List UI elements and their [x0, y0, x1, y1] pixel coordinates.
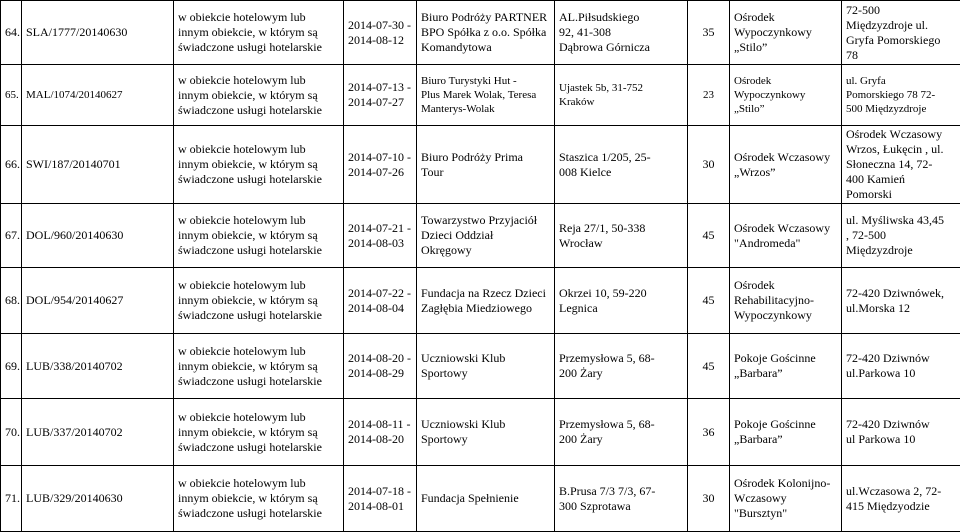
- facility-location-line: 72-420 Dziwnów: [846, 351, 956, 366]
- organizer-address-line: 200 Żary: [559, 432, 683, 447]
- accommodation-type-line: innym obiekcie, w którym są: [178, 425, 339, 440]
- date-range-line: 2014-08-01: [348, 499, 412, 514]
- facility-location-line: ul.Wczasowa 2, 72-: [846, 484, 956, 499]
- facility-name-line: „Stilo”: [734, 102, 837, 116]
- table-row: [1, 334, 960, 399]
- facility-name-line: "Bursztyn": [734, 506, 837, 521]
- participant-count-cell: 45: [688, 204, 730, 268]
- accommodation-type-line: w obiekcie hotelowym lub: [178, 278, 339, 293]
- date-range-line: 2014-08-03: [348, 236, 412, 251]
- organizer-line: Towarzystwo Przyjaciół: [421, 213, 550, 228]
- facility-name-line: Pokoje Gościnne: [734, 351, 837, 366]
- organizer-line: Biuro Podróży PARTNER: [421, 10, 550, 25]
- accommodation-type-cell: [174, 204, 344, 268]
- registration-id-cell: SWI/187/20140701: [22, 126, 174, 204]
- date-range-cell: [344, 126, 417, 204]
- date-range-line: 2014-07-30 -: [348, 18, 412, 33]
- facility-location-cell: [842, 65, 960, 126]
- accommodation-type-line: świadczone usługi hotelarskie: [178, 40, 339, 55]
- facility-name-line: Ośrodek Wczasowy: [734, 221, 837, 236]
- facility-location-line: Międzyzdroje ul.: [846, 18, 956, 33]
- table-row: [1, 204, 960, 268]
- participant-count-cell: 45: [688, 268, 730, 334]
- registration-id-cell: LUB/337/20140702: [22, 399, 174, 466]
- facility-location-line: 78: [846, 48, 956, 63]
- facility-name-line: Wypoczynkowy: [734, 88, 837, 102]
- facility-name-cell: [730, 65, 842, 126]
- date-range-line: 2014-07-26: [348, 165, 412, 180]
- facility-name-line: Wypoczynkowy: [734, 308, 837, 323]
- table-row: [1, 399, 960, 466]
- date-range-cell: [344, 1, 417, 65]
- row-number-cell: 65.: [1, 65, 22, 126]
- organizer-address-cell: [555, 204, 688, 268]
- row-number-cell: 71.: [1, 466, 22, 532]
- facility-name-cell: [730, 126, 842, 204]
- organizer-address-line: 92, 41-308: [559, 25, 683, 40]
- date-range-line: 2014-08-29: [348, 366, 412, 381]
- facility-location-line: ul.Morska 12: [846, 301, 956, 316]
- organizer-line: Okręgowy: [421, 243, 550, 258]
- accommodation-type-line: świadczone usługi hotelarskie: [178, 103, 339, 118]
- organizer-line: Uczniowski Klub: [421, 351, 550, 366]
- accommodation-type-line: w obiekcie hotelowym lub: [178, 213, 339, 228]
- facility-location-cell: [842, 334, 960, 399]
- row-number-cell: 69.: [1, 334, 22, 399]
- facility-name-line: „Barbara”: [734, 366, 837, 381]
- facility-name-cell: [730, 1, 842, 65]
- date-range-line: 2014-07-18 -: [348, 484, 412, 499]
- organizer-line: Sportowy: [421, 432, 550, 447]
- date-range-cell: [344, 204, 417, 268]
- facility-location-line: Międzyzdroje: [846, 243, 956, 258]
- organizer-address-line: 300 Szprotawa: [559, 499, 683, 514]
- accommodation-type-line: świadczone usługi hotelarskie: [178, 243, 339, 258]
- organizer-line: Manterys-Wolak: [421, 102, 550, 116]
- accommodation-type-line: innym obiekcie, w którym są: [178, 157, 339, 172]
- organizer-address-line: Wrocław: [559, 236, 683, 251]
- facility-location-cell: [842, 126, 960, 204]
- facility-location-cell: [842, 268, 960, 334]
- organizer-cell: [417, 399, 555, 466]
- facility-name-line: „Wrzos”: [734, 165, 837, 180]
- facility-location-line: ul Parkowa 10: [846, 432, 956, 447]
- accommodation-type-line: w obiekcie hotelowym lub: [178, 476, 339, 491]
- facility-name-cell: [730, 399, 842, 466]
- facility-location-line: 72-500: [846, 3, 956, 18]
- facility-name-cell: [730, 466, 842, 532]
- organizer-address-cell: [555, 466, 688, 532]
- table-row: [1, 466, 960, 532]
- facility-name-line: Ośrodek: [734, 278, 837, 293]
- participant-count-cell: 36: [688, 399, 730, 466]
- organizer-cell: [417, 65, 555, 126]
- registration-id-cell: DOL/960/20140630: [22, 204, 174, 268]
- date-range-line: 2014-08-12: [348, 33, 412, 48]
- participant-count-cell: 30: [688, 466, 730, 532]
- facility-location-line: 500 Międzyzdroje: [846, 102, 956, 116]
- organizer-line: Komandytowa: [421, 40, 550, 55]
- date-range-cell: [344, 268, 417, 334]
- accommodation-type-line: innym obiekcie, w którym są: [178, 293, 339, 308]
- accommodation-type-cell: [174, 126, 344, 204]
- organizer-address-line: Ujastek 5b, 31-752: [559, 81, 683, 95]
- accommodation-type-line: w obiekcie hotelowym lub: [178, 344, 339, 359]
- facility-location-line: Ośrodek Wczasowy: [846, 127, 956, 142]
- table-row: [1, 126, 960, 204]
- organizer-address-line: Dąbrowa Górnicza: [559, 40, 683, 55]
- participant-count-cell: 30: [688, 126, 730, 204]
- organizer-line: BPO Spółka z o.o. Spółka: [421, 25, 550, 40]
- table-body: [1, 1, 960, 532]
- facility-location-cell: [842, 204, 960, 268]
- registration-id-cell: MAL/1074/20140627: [22, 65, 174, 126]
- organizer-line: Fundacja Spełnienie: [421, 491, 550, 506]
- accommodation-type-line: świadczone usługi hotelarskie: [178, 308, 339, 323]
- accommodation-type-line: innym obiekcie, w którym są: [178, 359, 339, 374]
- row-number-cell: 64.: [1, 1, 22, 65]
- participant-count-cell: 35: [688, 1, 730, 65]
- organizer-line: Zagłębia Miedziowego: [421, 301, 550, 316]
- organizer-address-line: Legnica: [559, 301, 683, 316]
- table-row: [1, 268, 960, 334]
- organizer-address-line: Staszica 1/205, 25-: [559, 150, 683, 165]
- registration-id-cell: LUB/329/20140630: [22, 466, 174, 532]
- facility-name-cell: [730, 268, 842, 334]
- facility-location-line: 72-420 Dziwnów: [846, 417, 956, 432]
- accommodation-type-cell: [174, 65, 344, 126]
- organizer-cell: [417, 466, 555, 532]
- facility-location-line: , 72-500: [846, 228, 956, 243]
- accommodation-type-line: świadczone usługi hotelarskie: [178, 506, 339, 521]
- facility-location-line: ul.Parkowa 10: [846, 366, 956, 381]
- facility-name-line: Pokoje Gościnne: [734, 417, 837, 432]
- date-range-line: 2014-07-22 -: [348, 286, 412, 301]
- accommodation-type-line: w obiekcie hotelowym lub: [178, 410, 339, 425]
- facility-name-line: Ośrodek: [734, 74, 837, 88]
- accommodation-type-line: świadczone usługi hotelarskie: [178, 374, 339, 389]
- organizer-line: Tour: [421, 165, 550, 180]
- accommodation-type-line: innym obiekcie, w którym są: [178, 228, 339, 243]
- registration-id-cell: LUB/338/20140702: [22, 334, 174, 399]
- facility-name-cell: [730, 204, 842, 268]
- date-range-cell: [344, 65, 417, 126]
- organizer-line: Uczniowski Klub: [421, 417, 550, 432]
- organizer-address-cell: [555, 334, 688, 399]
- facility-name-line: Ośrodek Kolonijno-: [734, 476, 837, 491]
- organizer-address-line: AL.Piłsudskiego: [559, 10, 683, 25]
- facility-location-line: ul. Gryfa: [846, 74, 956, 88]
- facility-location-line: Słoneczna 14, 72-: [846, 157, 956, 172]
- organizer-address-line: 008 Kielce: [559, 165, 683, 180]
- organizer-line: Plus Marek Wolak, Teresa: [421, 88, 550, 102]
- facility-name-line: Ośrodek Wczasowy: [734, 150, 837, 165]
- date-range-cell: [344, 399, 417, 466]
- organizer-address-line: 200 Żary: [559, 366, 683, 381]
- participant-count-cell: 45: [688, 334, 730, 399]
- organizer-address-cell: [555, 1, 688, 65]
- organizer-line: Dzieci Oddział: [421, 228, 550, 243]
- facility-location-line: Pomorskiego 78 72-: [846, 88, 956, 102]
- date-range-line: 2014-08-04: [348, 301, 412, 316]
- date-range-line: 2014-07-27: [348, 95, 412, 110]
- organizer-line: Sportowy: [421, 366, 550, 381]
- accommodation-type-cell: [174, 1, 344, 65]
- date-range-line: 2014-07-13 -: [348, 80, 412, 95]
- accommodation-type-cell: [174, 268, 344, 334]
- date-range-line: 2014-08-20 -: [348, 351, 412, 366]
- accommodation-type-line: w obiekcie hotelowym lub: [178, 10, 339, 25]
- facility-location-cell: [842, 466, 960, 532]
- organizer-cell: [417, 204, 555, 268]
- organizer-address-line: Przemysłowa 5, 68-: [559, 417, 683, 432]
- organizer-address-line: B.Prusa 7/3 7/3, 67-: [559, 484, 683, 499]
- row-number-cell: 70.: [1, 399, 22, 466]
- facility-name-line: „Barbara”: [734, 432, 837, 447]
- registration-id-cell: SLA/1777/20140630: [22, 1, 174, 65]
- date-range-line: 2014-07-10 -: [348, 150, 412, 165]
- participant-count-cell: 23: [688, 65, 730, 126]
- accommodation-type-line: innym obiekcie, w którym są: [178, 491, 339, 506]
- organizer-address-line: Okrzei 10, 59-220: [559, 286, 683, 301]
- organizer-address-cell: [555, 65, 688, 126]
- organizer-address-line: Kraków: [559, 95, 683, 109]
- facility-name-line: Wczasowy: [734, 491, 837, 506]
- date-range-line: 2014-08-20: [348, 432, 412, 447]
- accommodation-type-line: świadczone usługi hotelarskie: [178, 172, 339, 187]
- facility-location-line: Wrzos, Łukęcin , ul.: [846, 142, 956, 157]
- facility-location-line: 400 Kamień: [846, 172, 956, 187]
- facility-location-line: ul. Myśliwska 43,45: [846, 213, 956, 228]
- facility-location-cell: [842, 1, 960, 65]
- facility-name-line: Ośrodek: [734, 10, 837, 25]
- accommodation-type-line: w obiekcie hotelowym lub: [178, 73, 339, 88]
- accommodation-type-line: świadczone usługi hotelarskie: [178, 440, 339, 455]
- accommodation-type-line: w obiekcie hotelowym lub: [178, 142, 339, 157]
- organizer-address-cell: [555, 268, 688, 334]
- table-row: [1, 1, 960, 65]
- facility-location-line: Gryfa Pomorskiego: [846, 33, 956, 48]
- accommodation-type-cell: [174, 466, 344, 532]
- organizer-address-cell: [555, 126, 688, 204]
- organizer-cell: [417, 126, 555, 204]
- registration-id-cell: DOL/954/20140627: [22, 268, 174, 334]
- facility-name-cell: [730, 334, 842, 399]
- accommodation-type-cell: [174, 399, 344, 466]
- facility-name-line: „Stilo”: [734, 40, 837, 55]
- date-range-line: 2014-07-21 -: [348, 221, 412, 236]
- facility-location-cell: [842, 399, 960, 466]
- facility-name-line: "Andromeda": [734, 236, 837, 251]
- organizer-line: Fundacja na Rzecz Dzieci: [421, 286, 550, 301]
- row-number-cell: 67.: [1, 204, 22, 268]
- facility-name-line: Rehabilitacyjno-: [734, 293, 837, 308]
- date-range-line: 2014-08-11 -: [348, 417, 412, 432]
- date-range-cell: [344, 466, 417, 532]
- accommodation-type-line: innym obiekcie, w którym są: [178, 25, 339, 40]
- facility-location-line: Pomorski: [846, 187, 956, 202]
- facility-name-line: Wypoczynkowy: [734, 25, 837, 40]
- date-range-cell: [344, 334, 417, 399]
- organizer-cell: [417, 1, 555, 65]
- organizer-cell: [417, 334, 555, 399]
- organizer-line: Biuro Podróży Prima: [421, 150, 550, 165]
- organizer-address-line: Przemysłowa 5, 68-: [559, 351, 683, 366]
- row-number-cell: 66.: [1, 126, 22, 204]
- organizer-cell: [417, 268, 555, 334]
- facility-location-line: 415 Międzyodzie: [846, 499, 956, 514]
- accommodation-type-line: innym obiekcie, w którym są: [178, 88, 339, 103]
- organizer-line: Biuro Turystyki Hut -: [421, 74, 550, 88]
- row-number-cell: 68.: [1, 268, 22, 334]
- organizer-address-cell: [555, 399, 688, 466]
- facility-location-line: 72-420 Dziwnówek,: [846, 286, 956, 301]
- table-row: [1, 65, 960, 126]
- organizer-address-line: Reja 27/1, 50-338: [559, 221, 683, 236]
- accommodation-type-cell: [174, 334, 344, 399]
